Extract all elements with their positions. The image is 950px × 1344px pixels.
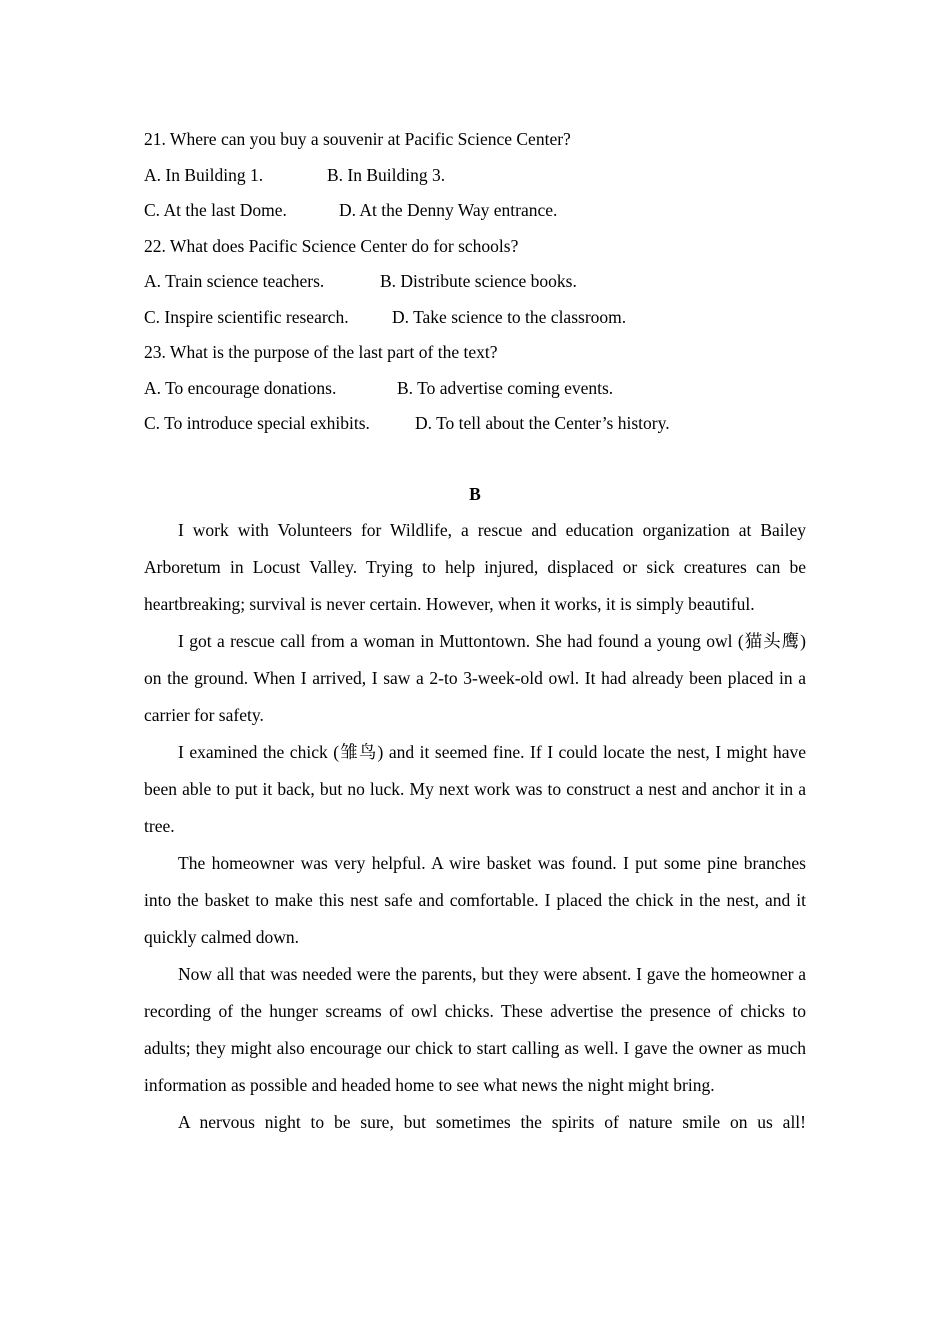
question-23-options-row-2 — [144, 406, 806, 442]
question-22-option-d: D. Take science to the classroom. — [392, 306, 627, 327]
question-22-option-a: A. Train science teachers. — [144, 271, 325, 291]
section-b-title: B — [469, 483, 481, 504]
question-23-options-row-1 — [144, 371, 806, 407]
question-23-option-c: C. To introduce special exhibits. — [144, 413, 370, 433]
passage-paragraph-5: Now all that was needed were the parents, but they were absent. I gave the homeowner a recording of the hunger screams of owl chicks. These advertise the presence of chicks to adults; they might also encourage our chick to start calling as well. I gave the owner as much information as possible and headed home to see what news the night might bring. — [144, 964, 806, 1095]
question-21-option-d: D. At the Denny Way entrance. — [339, 200, 558, 220]
question-22-option-b: B. Distribute science books. — [380, 271, 577, 291]
passage-paragraph-4: The homeowner was very helpful. A wire basket was found. I put some pine branches into the basket to make this nest safe and comfortable. I placed the chick in the nest, and it quickly calmed down. — [144, 853, 806, 947]
question-22-option-c: C. Inspire scientific research. — [144, 306, 349, 327]
question-21-options-row-1 — [144, 158, 806, 194]
exam-page — [144, 122, 806, 1141]
question-21-option-c: C. At the last Dome. — [144, 200, 287, 220]
question-21-option-b: B. In Building 3. — [327, 164, 446, 185]
passage-paragraph-6: A nervous night to be sure, but sometimes the spirits of nature smile on us all! — [178, 1112, 806, 1132]
question-23-option-a: A. To encourage donations. — [144, 377, 337, 398]
question-21-option-a: A. In Building 1. — [144, 164, 264, 185]
question-23-stem: 23. What is the purpose of the last part of the text? — [144, 342, 498, 362]
question-23-option-d: D. To tell about the Center’s history. — [415, 413, 670, 433]
question-21-options-row-2 — [144, 193, 806, 229]
question-22-options-row-1 — [144, 264, 806, 300]
question-22-stem: 22. What does Pacific Science Center do for schools? — [144, 235, 519, 256]
question-23-option-b: B. To advertise coming events. — [397, 377, 614, 398]
question-21-stem: 21. Where can you buy a souvenir at Pacific Science Center? — [144, 129, 571, 149]
passage-paragraph-2: I got a rescue call from a woman in Muttontown. She had found a young owl (猫头鹰) on the ground. When I arrived, I saw a 2-to 3-week-old owl. It had already been placed in a carrier for safety. — [144, 631, 806, 725]
passage-paragraph-3: I examined the chick (雏鸟) and it seemed fine. If I could locate the nest, I might have been able to put it back, but no luck. My next work was to construct a nest and anchor it in a tree. — [144, 742, 806, 836]
passage-paragraph-1: I work with Volunteers for Wildlife, a rescue and education organization at Bailey Arboretum in Locust Valley. Trying to help injured, displaced or sick creatures can be heartbreaking; survival is never certain. However, when it works, it is simply beautiful. — [144, 520, 806, 614]
question-22-options-row-2 — [144, 300, 806, 336]
